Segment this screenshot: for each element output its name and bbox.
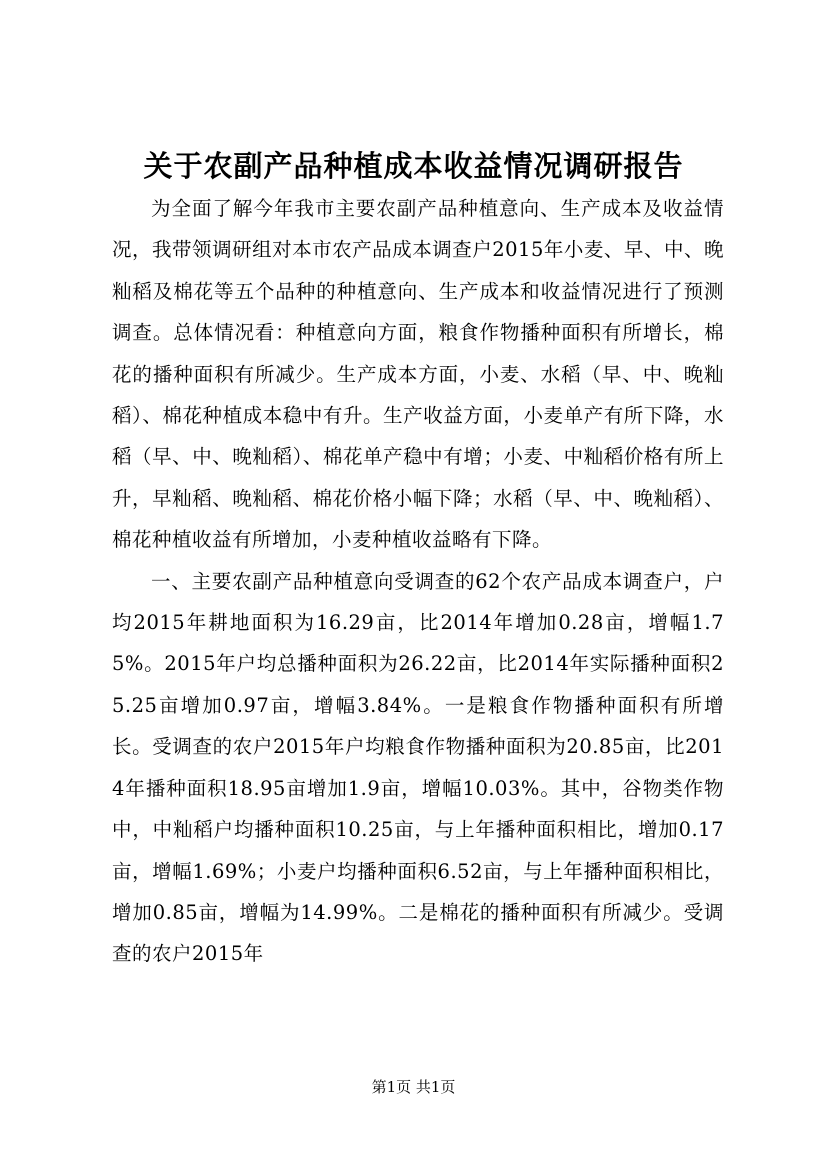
document-body (112, 188, 724, 975)
page-footer: 第1页 共1页 (371, 1078, 456, 1096)
paragraph-section-1: 一、主要农副产品种植意向受调查的62个农产品成本调查户，户均2015年耕地面积为16.29亩，比2014年增加0.28亩，增幅1.75%。2015年户均总播种面积为26.22亩，比2014年实际播种面积25.25亩增加0.97亩，增幅3.84%。一是粮食作物播种面积有所增长。受调查的农户2015年户均粮食作物播种面积为20.85亩，比2014年播种面积18.95亩增加1.9亩，增幅10.03%。其中，谷物类作物中，中籼稻户均播种面积10.25亩，与上年播种面积相比，增加0.17亩，增幅1.69%；小麦户均播种面积6.52亩，与上年播种面积相比，增加0.85亩，增幅为14.99%。二是棉花的播种面积有所减少。受调查的农户2015年 (112, 569, 724, 966)
paragraph-intro: 为全面了解今年我市主要农副产品种植意向、生产成本及收益情况，我带领调研组对本市农产品成本调查户2015年小麦、早、中、晚籼稻及棉花等五个品种的种植意向、生产成本和收益情况进行了预测调查。总体情况看：种植意向方面，粮食作物播种面积有所增长，棉花的播种面积有所减少。生产成本方面，小麦、水稻（早、中、晚籼稻）、棉花种植成本稳中有升。生产收益方面，小麦单产有所下降，水稻（早、中、晚籼稻）、棉花单产稳中有增；小麦、中籼稻价格有所上升，早籼稻、晚籼稻、棉花价格小幅下降；水稻（早、中、晚籼稻）、棉花种植收益有所增加，小麦种植收益略有下降。 (112, 197, 724, 552)
document-title: 关于农副产品种植成本收益情况调研报告 (143, 149, 684, 183)
